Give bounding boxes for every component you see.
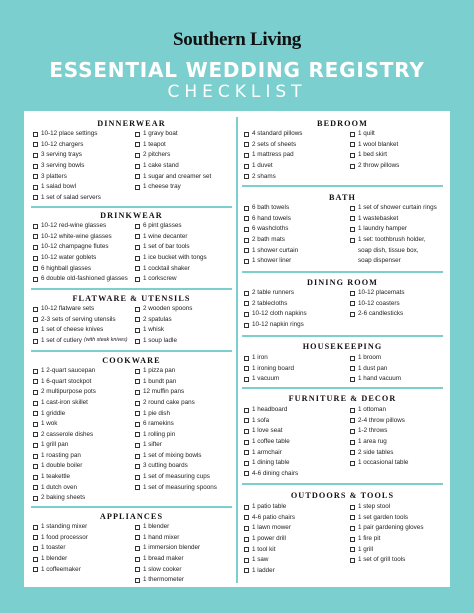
checklist-item[interactable]: 2 table runners [244,288,307,299]
checklist-item[interactable]: 1 thermometer [135,575,200,586]
checklist-item[interactable]: 1 cheese tray [135,182,211,193]
checkbox[interactable] [135,401,140,406]
checklist-item[interactable]: 1 bundt pan [135,377,217,388]
checklist-item[interactable]: 10-12 flatware sets [33,304,128,315]
checkbox[interactable] [33,185,38,190]
checklist-item[interactable]: 10-12 white-wine glasses [33,232,128,243]
checkbox[interactable] [244,291,249,296]
checkbox[interactable] [350,366,355,371]
checkbox[interactable] [350,142,355,147]
section-flatware [31,292,232,344]
checkbox[interactable] [33,525,38,530]
page-subtitle: CHECKLIST [167,82,307,102]
checklist-item[interactable]: 1 wine decanter [135,232,207,243]
checklist-item[interactable]: 10-12 place settings [33,129,101,140]
checkbox[interactable] [33,132,38,137]
checkbox[interactable] [244,323,249,328]
checklist-item[interactable]: 3 serving bowls [33,161,101,172]
checklist-item[interactable]: 2 baking sheets [33,493,96,504]
checklist-item[interactable]: 1 rolling pin [135,430,217,441]
checklist-item[interactable]: 1 dining table [244,458,298,469]
checkbox[interactable] [33,224,38,229]
checklist-item[interactable]: 1 pie dish [135,408,217,419]
checkbox[interactable] [244,537,249,542]
checklist-item[interactable]: 2 throw pillows [350,161,399,172]
section-bath [242,191,443,265]
section-heading: FLATWARE & UTENSILS [72,293,191,303]
checklist-item[interactable]: 6 bath towels [244,203,298,214]
checkbox[interactable] [135,475,140,480]
checkbox[interactable] [33,546,38,551]
section-furniture-decor [242,392,443,477]
checkbox[interactable] [135,535,140,540]
checkbox[interactable] [350,558,355,563]
checklist-item[interactable]: 2-6 candlesticks [350,309,405,320]
checklist-item[interactable]: 6 double old-fashioned glasses [33,274,128,285]
checklist-item[interactable]: 1 set of cutlery (with steak knives) [33,336,128,347]
checklist-item[interactable]: 1 bread maker [135,554,200,565]
checklist-item[interactable]: 1 wok [33,419,96,430]
checklist-item[interactable]: 4-6 dining chairs [244,469,298,480]
section-housekeeping [242,340,443,383]
checkbox[interactable] [135,307,140,312]
checkbox[interactable] [244,206,249,211]
checklist-item[interactable]: 10-12 cloth napkins [244,309,307,320]
checkbox[interactable] [350,418,355,423]
checklist-item[interactable]: 1 set of grill tools [350,555,423,566]
checklist-item[interactable]: 1 ottoman [350,405,408,416]
checkbox[interactable] [135,339,140,344]
checklist-item[interactable]: 1 patio table [244,502,295,513]
section-drinkwear [31,209,232,283]
section-outdoors-tools [242,489,443,574]
checkbox[interactable] [33,464,38,469]
brand-logo: Southern Living [172,29,301,50]
checkbox[interactable] [244,429,249,434]
checkbox[interactable] [350,408,355,413]
checklist-item[interactable]: 1 lawn mower [244,523,295,534]
checkbox[interactable] [33,401,38,406]
checkbox[interactable] [33,535,38,540]
checklist-item[interactable]: 10-12 napkin rings [244,320,307,331]
checkbox[interactable] [350,164,355,169]
checkbox[interactable] [33,411,38,416]
checkbox[interactable] [244,164,249,169]
checkbox[interactable] [350,216,355,221]
checklist-item[interactable]: 10-12 chargers [33,140,101,151]
checklist-item[interactable]: 6 hand towels [244,214,298,225]
checkbox[interactable] [135,454,140,459]
checkbox[interactable] [244,301,249,306]
checklist-item[interactable]: 1 ladder [244,566,295,577]
checklist-item[interactable]: 1 hand mixer [135,533,200,544]
checklist-item[interactable]: 1 griddle [33,408,96,419]
checklist-item[interactable]: 2-3 sets of serving utensils [33,315,128,326]
checkbox[interactable] [33,245,38,250]
section-heading: APPLIANCES [99,511,164,521]
checklist-item[interactable]: 1 area rug [350,437,408,448]
checklist-item[interactable]: 1 whisk [135,325,192,336]
checkbox[interactable] [135,142,140,147]
checklist-item[interactable]: 1 shower curtain [244,245,298,256]
checkbox[interactable] [135,328,140,333]
checkbox[interactable] [33,496,38,501]
checklist-item[interactable]: 1 occasional table [350,458,408,469]
checklist-item[interactable]: 2 shams [244,171,302,182]
section-divider [242,387,443,389]
checkbox[interactable] [33,339,38,344]
checkbox[interactable] [135,567,140,572]
checklist-item[interactable]: 1 vacuum [244,374,294,385]
checkbox[interactable] [135,443,140,448]
checklist-item[interactable]: 10-12 water goblets [33,253,128,264]
checklist-item[interactable]: 1 ice bucket with tongs [135,253,207,264]
checklist-item[interactable]: 2 sets of sheets [244,140,302,151]
checkbox[interactable] [350,312,355,317]
checkbox[interactable] [135,390,140,395]
checkbox[interactable] [350,377,355,382]
section-heading: FURNITURE & DECOR [288,393,397,403]
checkbox[interactable] [244,259,249,264]
checklist-item[interactable]: 3 platters [33,171,101,182]
checklist-item[interactable]: 10-12 red-wine glasses [33,221,128,232]
checkbox[interactable] [33,422,38,427]
checkbox[interactable] [135,411,140,416]
section-divider [31,206,232,208]
checkbox[interactable] [244,216,249,221]
checkbox[interactable] [350,429,355,434]
checklist-item[interactable]: 1 pizza pan [135,366,217,377]
checkbox[interactable] [33,379,38,384]
section-heading: BATH [329,192,356,202]
checklist-item[interactable]: 10-12 coasters [350,299,405,310]
checkbox[interactable] [33,432,38,437]
checkbox[interactable] [350,440,355,445]
checkbox[interactable] [33,153,38,158]
checklist-item[interactable]: 1 grill pan [33,440,96,451]
checklist-panel [24,111,450,587]
checkbox[interactable] [135,432,140,437]
checklist-item[interactable]: 1 salad bowl [33,182,101,193]
checkbox[interactable] [135,153,140,158]
checklist-item[interactable]: 1 set of cheese knives [33,325,128,336]
checklist-item[interactable]: 1 laundry hamper [350,224,437,235]
section-dining-room [242,276,443,328]
checklist-item[interactable]: 1 iron [244,353,294,364]
section-divider [242,185,443,187]
checklist-item[interactable]: 1 set of measuring spoons [135,483,217,494]
checklist-item[interactable]: 1 sugar and creamer set [135,171,211,182]
checklist-item[interactable]: 1 slow cooker [135,564,200,575]
checklist-item[interactable]: 1 wool blanket [350,140,399,151]
checkbox[interactable] [135,224,140,229]
checklist-item[interactable]: 1 tool kit [244,544,295,555]
checklist-item[interactable]: 1 broom [350,353,401,364]
checkbox[interactable] [33,195,38,200]
checkbox[interactable] [244,471,249,476]
checklist-item[interactable]: 2 pitchers [135,150,211,161]
checklist-item[interactable]: 1 toaster [33,543,88,554]
checklist-item[interactable]: 12 muffin pans [135,387,217,398]
checkbox[interactable] [244,312,249,317]
checkbox[interactable] [33,390,38,395]
section-divider [242,335,443,337]
item-note: (with steak knives) [83,337,128,344]
checkbox[interactable] [350,515,355,520]
checklist-item[interactable]: 1 coffee table [244,437,298,448]
checkbox[interactable] [244,227,249,232]
checklist-item[interactable]: 1 hand vacuum [350,374,401,385]
checkbox[interactable] [33,443,38,448]
checklist-item[interactable]: 6 pint glasses [135,221,207,232]
checkbox[interactable] [244,461,249,466]
checkbox[interactable] [244,558,249,563]
checkbox[interactable] [33,317,38,322]
checklist-item[interactable]: 1 roasting pan [33,451,96,462]
checklist-item[interactable]: 2-4 throw pillows [350,416,408,427]
checkbox[interactable] [33,475,38,480]
section-heading: DRINKWEAR [100,210,163,220]
checklist-item[interactable]: 1 teapot [135,140,211,151]
checkbox[interactable] [350,153,355,158]
checklist-item[interactable]: 1 shower liner [244,256,298,267]
checklist-item[interactable]: 1 bed skirt [350,150,399,161]
checklist-item[interactable]: 1 set of mixing bowls [135,451,217,462]
section-heading: BEDROOM [317,118,368,128]
section-divider [31,350,232,352]
checkbox[interactable] [350,356,355,361]
checkbox[interactable] [135,164,140,169]
checkbox[interactable] [33,369,38,374]
checkbox[interactable] [350,461,355,466]
checklist-item[interactable]: 1 pair gardening gloves [350,523,423,534]
checkbox[interactable] [350,238,355,243]
section-heading: OUTDOORS & TOOLS [290,490,395,500]
section-divider [31,506,232,508]
checklist-item[interactable]: 1 cake stand [135,161,211,172]
checklist-item[interactable]: 2 side tables [350,447,408,458]
checkbox[interactable] [135,277,140,282]
section-divider [242,271,443,273]
checkbox[interactable] [350,291,355,296]
checkbox[interactable] [135,132,140,137]
checklist-item[interactable]: 1 fire pit [350,534,423,545]
checkbox[interactable] [135,485,140,490]
checkbox[interactable] [33,164,38,169]
checkbox[interactable] [244,408,249,413]
checklist-item[interactable]: 1 grill [350,544,423,555]
checkbox[interactable] [350,450,355,455]
checklist-item[interactable]: 1 set garden tools [350,513,423,524]
checkbox[interactable] [33,266,38,271]
checklist-item-continuation: soap dispenser [358,257,401,265]
checkbox[interactable] [135,245,140,250]
column-divider [236,117,238,583]
checklist-item[interactable]: 1 sifter [135,440,217,451]
checkbox[interactable] [244,174,249,179]
checklist-item[interactable]: 2 wooden spoons [135,304,192,315]
checkbox[interactable] [135,546,140,551]
section-heading: COOKWARE [102,355,161,365]
checkbox[interactable] [135,525,140,530]
section-heading: HOUSEKEEPING [302,341,383,351]
checkbox[interactable] [244,238,249,243]
checkbox[interactable] [33,485,38,490]
section-appliances [31,510,232,584]
checklist-item[interactable]: 1 mattress pad [244,150,302,161]
checklist-item[interactable]: 2 spatulas [135,315,192,326]
checkbox[interactable] [244,505,249,510]
checklist-item[interactable]: 1 gravy boat [135,129,211,140]
checklist-item[interactable]: 1 set of shower curtain rings [350,203,437,214]
checkbox[interactable] [244,142,249,147]
checkbox[interactable] [244,568,249,573]
checklist-item[interactable]: 1 armchair [244,447,298,458]
checklist-item[interactable]: 1 soup ladle [135,336,192,347]
checklist-item[interactable]: 6 highball glasses [33,263,128,274]
section-heading: DINING ROOM [306,277,378,287]
checklist-item[interactable]: 1 set of salad servers [33,193,101,204]
section-divider [31,288,232,290]
checklist-item[interactable]: 1 duvet [244,161,302,172]
checklist-item[interactable]: 2 multipurpose pots [33,387,96,398]
checkbox[interactable] [33,328,38,333]
checklist-item[interactable]: 10-12 champagne flutes [33,242,128,253]
checklist-item[interactable]: 1 set: toothbrush holder, [350,235,437,246]
checklist-item[interactable]: 1 dutch oven [33,483,96,494]
checkbox[interactable] [244,377,249,382]
section-dinnerwear [31,117,232,201]
checklist-item[interactable]: 6 ramekins [135,419,217,430]
checkbox[interactable] [350,547,355,552]
checkbox[interactable] [135,369,140,374]
page-title: ESSENTIAL WEDDING REGISTRY [49,58,425,82]
checkbox[interactable] [244,526,249,531]
checklist-item[interactable]: 1 teakettle [33,472,96,483]
checklist-item[interactable]: 1-2 throws [350,426,408,437]
checklist-item[interactable]: 2 round cake pans [135,398,217,409]
checkbox[interactable] [350,505,355,510]
checkbox[interactable] [33,454,38,459]
checkbox[interactable] [350,301,355,306]
checkbox[interactable] [135,422,140,427]
checkbox[interactable] [135,317,140,322]
checklist-item[interactable]: 1 dust pan [350,364,401,375]
checklist-item[interactable]: 2 bath mats [244,235,298,246]
checklist-item[interactable]: 1 coffeemaker [33,564,88,575]
checklist-item[interactable]: 1 love seat [244,426,298,437]
section-bedroom [242,117,443,180]
checkbox[interactable] [33,142,38,147]
checkbox[interactable] [350,526,355,531]
checklist-item[interactable]: 1 sofa [244,416,298,427]
checklist-item[interactable]: 1 ironing board [244,364,294,375]
checklist-item[interactable]: 1 blender [33,554,88,565]
checkbox[interactable] [33,277,38,282]
checkbox[interactable] [33,557,38,562]
checklist-item[interactable]: 1 double boiler [33,461,96,472]
checklist-item[interactable]: 1 food processor [33,533,88,544]
checklist-item[interactable]: 1 step stool [350,502,423,513]
checkbox[interactable] [350,206,355,211]
checkbox[interactable] [244,547,249,552]
checkbox[interactable] [33,307,38,312]
checklist-item[interactable]: 1 quilt [350,129,399,140]
checkbox[interactable] [135,379,140,384]
checkbox[interactable] [33,567,38,572]
checkbox[interactable] [135,266,140,271]
checkbox[interactable] [135,578,140,583]
checkbox[interactable] [135,557,140,562]
checkbox[interactable] [350,537,355,542]
checklist-item[interactable]: 1 headboard [244,405,298,416]
checkbox[interactable] [33,256,38,261]
checkbox[interactable] [135,464,140,469]
checklist-item[interactable]: 4-6 patio chairs [244,513,295,524]
checkbox[interactable] [135,256,140,261]
checkbox[interactable] [244,153,249,158]
checklist-item[interactable]: 1 blender [135,522,200,533]
checkbox[interactable] [350,132,355,137]
checkbox[interactable] [244,366,249,371]
checklist-item[interactable]: 1 wastebasket [350,214,437,225]
checklist-item[interactable]: 3 cutting boards [135,461,217,472]
checklist-item[interactable]: 1 2-quart saucepan [33,366,96,377]
checklist-item[interactable]: 1 immersion blender [135,543,200,554]
checklist-item[interactable]: 1 standing mixer [33,522,88,533]
checkbox[interactable] [33,234,38,239]
checklist-item[interactable]: 2 casserole dishes [33,430,96,441]
checklist-item[interactable]: 1 cocktail shaker [135,263,207,274]
checklist-item[interactable]: 1 cast-iron skillet [33,398,96,409]
checkbox[interactable] [244,450,249,455]
checklist-item[interactable]: 1 set of bar tools [135,242,207,253]
checklist-item[interactable]: 6 washcloths [244,224,298,235]
checklist-item[interactable]: 3 serving trays [33,150,101,161]
checkbox[interactable] [135,234,140,239]
checklist-item[interactable]: 1 6-quart stockpot [33,377,96,388]
checklist-item-continuation: soap dish, tissue box, [358,246,419,254]
checkbox[interactable] [135,185,140,190]
checklist-item[interactable]: 1 corkscrew [135,274,207,285]
checklist-item[interactable]: 1 saw [244,555,295,566]
checkbox[interactable] [244,515,249,520]
checkbox[interactable] [135,174,140,179]
section-cookware [31,354,232,502]
checkbox[interactable] [244,440,249,445]
checkbox[interactable] [244,418,249,423]
checklist-item[interactable]: 10-12 placemats [350,288,405,299]
checkbox[interactable] [350,227,355,232]
checkbox[interactable] [244,132,249,137]
checklist-item[interactable]: 1 set of measuring cups [135,472,217,483]
checklist-item[interactable]: 2 tablecloths [244,299,307,310]
checkbox[interactable] [244,248,249,253]
checkbox[interactable] [244,356,249,361]
section-divider [242,483,443,485]
checklist-item[interactable]: 4 standard pillows [244,129,302,140]
checklist-item[interactable]: 1 power drill [244,534,295,545]
section-heading: DINNERWEAR [97,118,166,128]
checkbox[interactable] [33,174,38,179]
